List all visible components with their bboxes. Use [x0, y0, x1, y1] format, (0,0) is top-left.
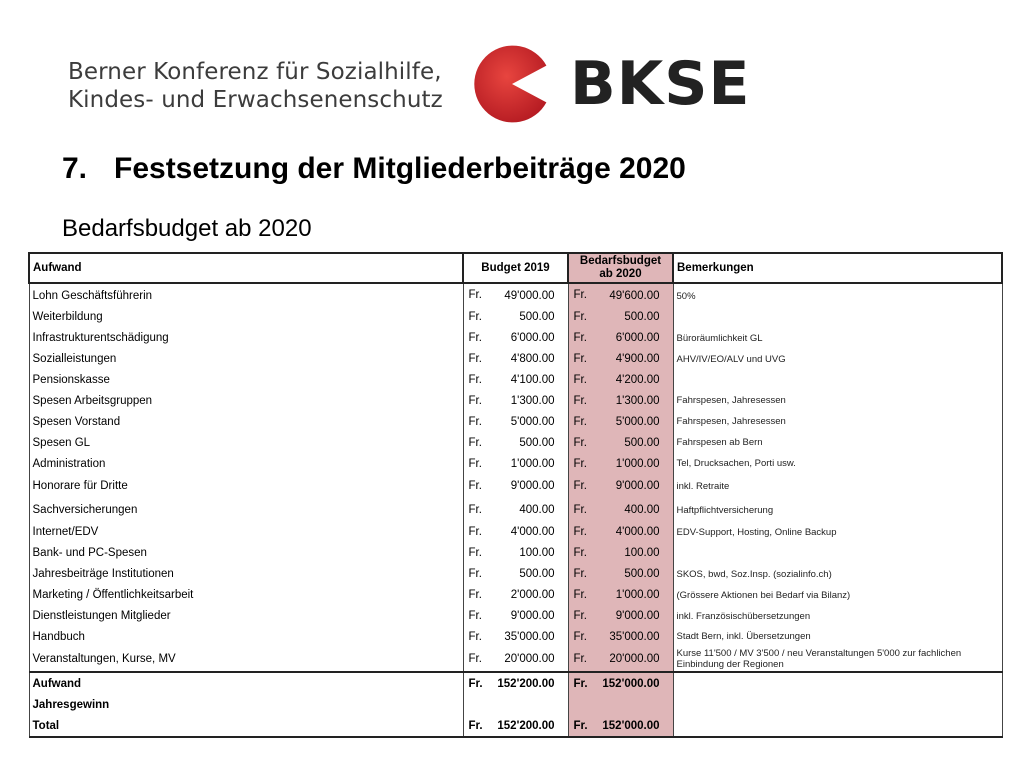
row-label: Marketing / Öffentlichkeitsarbeit: [29, 585, 463, 606]
section-title: Festsetzung der Mitgliederbeiträge 2020: [114, 152, 686, 185]
budget-2019-cell: [463, 694, 568, 715]
bedarfsbudget-cell: [568, 390, 673, 411]
currency-label: Fr.: [573, 719, 588, 732]
amount-value: 100.00: [624, 547, 660, 560]
amount-value: 1'000.00: [615, 457, 660, 470]
currency-label: Fr.: [468, 374, 482, 386]
bedarfsbudget-cell: [568, 498, 673, 522]
currency-label: Fr.: [573, 504, 587, 517]
row-label: Handbuch: [29, 626, 463, 647]
bedarfsbudget-cell: [568, 328, 673, 349]
amount-value: 400.00: [519, 504, 555, 517]
budget-2019-cell: [463, 647, 568, 672]
amount-value: 152'200.00: [497, 719, 555, 732]
bedarfsbudget-cell: [568, 564, 673, 585]
currency-label: Fr.: [468, 332, 482, 345]
table-row: [29, 626, 1002, 647]
row-remark: AHV/IV/EO/ALV und UVG: [673, 349, 1002, 370]
row-label: Dienstleistungen Mitglieder: [29, 606, 463, 627]
budget-2019-cell: [463, 564, 568, 585]
currency-label: Fr.: [468, 289, 482, 302]
row-remark: [673, 543, 1002, 564]
amount-value: 9'000.00: [510, 480, 555, 493]
organization-name-line2: Kindes- und Erwachsenenschutz: [68, 87, 443, 113]
page-title: [62, 152, 686, 186]
currency-label: Fr.: [468, 610, 482, 623]
table-row: [29, 543, 1002, 564]
amount-value: 1'300.00: [510, 394, 555, 407]
budget-2019-cell: [463, 672, 568, 694]
amount-value: 500.00: [624, 311, 660, 324]
currency-label: Fr.: [468, 677, 483, 690]
currency-label: Fr.: [573, 436, 587, 449]
bedarfsbudget-cell: [568, 606, 673, 627]
table-row: [29, 328, 1002, 349]
amount-value: 20'000.00: [609, 653, 660, 666]
organization-name: [68, 58, 443, 114]
amount-value: 4'800.00: [510, 353, 555, 366]
currency-label: Fr.: [573, 415, 587, 428]
table-row: [29, 453, 1002, 474]
table-row: [29, 585, 1002, 606]
row-remark: inkl. Retraite: [673, 474, 1002, 498]
currency-label: Fr.: [573, 610, 587, 623]
currency-label: Fr.: [573, 289, 587, 302]
currency-label: Fr.: [573, 457, 587, 470]
amount-value: 500.00: [519, 568, 555, 581]
column-header-bemerkungen: Bemerkungen: [673, 253, 1002, 283]
table-row: [29, 307, 1002, 328]
bedarfsbudget-cell: [568, 370, 673, 391]
row-label: Sozialleistungen: [29, 349, 463, 370]
table-row: [29, 522, 1002, 543]
row-remark: Büroräumlichkeit GL: [673, 328, 1002, 349]
row-label: Lohn Geschäftsführerin: [29, 283, 463, 307]
amount-value: 49'000.00: [504, 290, 555, 303]
amount-value: 20'000.00: [504, 653, 555, 666]
currency-label: Fr.: [468, 353, 482, 366]
row-remark: (Grössere Aktionen bei Bedarf via Bilanz): [673, 585, 1002, 606]
column-header-aufwand: Aufwand: [29, 253, 463, 283]
currency-label: Fr.: [468, 568, 482, 581]
budget-2019-cell: [463, 606, 568, 627]
budget-2019-cell: [463, 411, 568, 432]
bedarfsbudget-cell: [568, 283, 673, 307]
amount-value: [467, 699, 565, 711]
amount-value: [572, 699, 670, 711]
row-label: Spesen Arbeitsgruppen: [29, 390, 463, 411]
row-remark: Haftpflichtversicherung: [673, 498, 1002, 522]
row-label: Pensionskasse: [29, 370, 463, 391]
budget-2019-cell: [463, 328, 568, 349]
budget-2019-cell: [463, 522, 568, 543]
currency-label: Fr.: [573, 480, 587, 493]
bedarfsbudget-cell: [568, 543, 673, 564]
bedarfsbudget-cell: [568, 307, 673, 328]
amount-value: 1'000.00: [510, 457, 555, 470]
currency-label: Fr.: [468, 394, 482, 407]
amount-value: 5'000.00: [615, 415, 660, 428]
bedarfsbudget-cell: [568, 626, 673, 647]
row-remark: 50%: [673, 283, 1002, 307]
currency-label: Fr.: [468, 480, 482, 493]
table-row: [29, 498, 1002, 522]
budget-2019-cell: [463, 390, 568, 411]
table-row: [29, 564, 1002, 585]
total-remark: [673, 694, 1002, 715]
budget-2019-cell: [463, 626, 568, 647]
section-number: 7.: [62, 152, 88, 185]
total-row: [29, 694, 1002, 715]
row-label: Weiterbildung: [29, 307, 463, 328]
table-row: [29, 349, 1002, 370]
total-label: Total: [29, 715, 463, 737]
bedarfsbudget-cell: [568, 585, 673, 606]
total-row: [29, 672, 1002, 694]
row-label: Administration: [29, 453, 463, 474]
row-label: Spesen Vorstand: [29, 411, 463, 432]
row-remark: [673, 370, 1002, 391]
budget-2019-cell: [463, 543, 568, 564]
column-header-budget-2019: Budget 2019: [463, 253, 568, 283]
amount-value: 152'000.00: [602, 719, 660, 732]
total-remark: [673, 672, 1002, 694]
table-row: [29, 432, 1002, 453]
currency-label: Fr.: [573, 677, 588, 690]
amount-value: 35'000.00: [504, 630, 555, 643]
table-row: [29, 283, 1002, 307]
amount-value: 400.00: [624, 504, 660, 517]
currency-label: Fr.: [468, 457, 482, 470]
currency-label: Fr.: [573, 589, 587, 602]
bedarfsbudget-cell: [568, 474, 673, 498]
row-remark: SKOS, bwd, Soz.Insp. (sozialinfo.ch): [673, 564, 1002, 585]
budget-2019-cell: [463, 283, 568, 307]
amount-value: 4'900.00: [615, 353, 660, 366]
budget-2019-cell: [463, 370, 568, 391]
total-row: [29, 715, 1002, 737]
budget-2019-cell: [463, 474, 568, 498]
currency-label: Fr.: [468, 547, 482, 560]
bedarfsbudget-cell: [568, 349, 673, 370]
table-row: [29, 647, 1002, 672]
bedarfsbudget-cell: [568, 453, 673, 474]
bedarfsbudget-cell: [568, 432, 673, 453]
row-label: Jahresbeiträge Institutionen: [29, 564, 463, 585]
table-row: [29, 606, 1002, 627]
currency-label: Fr.: [468, 415, 482, 428]
currency-label: Fr.: [573, 353, 587, 366]
total-remark: [673, 715, 1002, 737]
amount-value: 4'000.00: [510, 526, 555, 539]
row-remark: inkl. Französischübersetzungen: [673, 606, 1002, 627]
row-label: Honorare für Dritte: [29, 474, 463, 498]
budget-2019-cell: [463, 715, 568, 737]
amount-value: 500.00: [519, 436, 555, 449]
total-label: Aufwand: [29, 672, 463, 694]
amount-value: 152'000.00: [602, 677, 660, 690]
row-label: Infrastrukturentschädigung: [29, 328, 463, 349]
bedarfsbudget-cell: [568, 672, 673, 694]
currency-label: Fr.: [573, 374, 587, 386]
budget-2019-cell: [463, 349, 568, 370]
amount-value: 4'100.00: [510, 374, 555, 386]
currency-label: Fr.: [468, 311, 482, 324]
row-label: Internet/EDV: [29, 522, 463, 543]
currency-label: Fr.: [468, 719, 483, 732]
budget-table: [28, 252, 1003, 738]
row-remark: Stadt Bern, inkl. Übersetzungen: [673, 626, 1002, 647]
row-remark: Fahrspesen ab Bern: [673, 432, 1002, 453]
column-header-bedarfsbudget-line1: Bedarfsbudget: [579, 255, 662, 267]
amount-value: 1'300.00: [615, 394, 660, 407]
organization-name-line1: Berner Konferenz für Sozialhilfe,: [68, 59, 442, 85]
amount-value: 152'200.00: [497, 677, 555, 690]
row-remark: Tel, Drucksachen, Porti usw.: [673, 453, 1002, 474]
bkse-logo-text: BKSE: [570, 49, 751, 119]
bedarfsbudget-cell: [568, 694, 673, 715]
table-row: [29, 411, 1002, 432]
table-header-row: [29, 253, 1002, 283]
row-remark: EDV-Support, Hosting, Online Backup: [673, 522, 1002, 543]
budget-2019-cell: [463, 498, 568, 522]
amount-value: 4'200.00: [615, 374, 660, 386]
column-header-bedarfsbudget: [568, 253, 673, 283]
amount-value: 500.00: [624, 436, 660, 449]
total-label: Jahresgewinn: [29, 694, 463, 715]
bedarfsbudget-cell: [568, 715, 673, 737]
budget-2019-cell: [463, 585, 568, 606]
row-remark: [673, 307, 1002, 328]
currency-label: Fr.: [573, 526, 587, 539]
page-subtitle: Bedarfsbudget ab 2020: [62, 215, 312, 242]
row-label: Bank- und PC-Spesen: [29, 543, 463, 564]
budget-2019-cell: [463, 453, 568, 474]
bedarfsbudget-cell: [568, 411, 673, 432]
table-row: [29, 390, 1002, 411]
currency-label: Fr.: [468, 526, 482, 539]
currency-label: Fr.: [573, 394, 587, 407]
bkse-logo-icon: [472, 44, 552, 124]
budget-2019-cell: [463, 307, 568, 328]
row-remark: Fahrspesen, Jahresessen: [673, 411, 1002, 432]
currency-label: Fr.: [468, 436, 482, 449]
column-header-bedarfsbudget-line2: ab 2020: [599, 268, 642, 280]
amount-value: 9'000.00: [615, 610, 660, 623]
amount-value: 6'000.00: [510, 332, 555, 345]
currency-label: Fr.: [573, 547, 587, 560]
currency-label: Fr.: [573, 653, 587, 666]
amount-value: 1'000.00: [615, 589, 660, 602]
row-remark: Kurse 11'500 / MV 3'500 / neu Veranstaltungen 5'000 zur fachlichen Einbindung der Regionen: [673, 647, 1002, 672]
currency-label: Fr.: [573, 568, 587, 581]
amount-value: 500.00: [624, 568, 660, 581]
currency-label: Fr.: [573, 311, 587, 324]
table-row: [29, 474, 1002, 498]
amount-value: 35'000.00: [609, 630, 660, 643]
amount-value: 49'600.00: [609, 290, 660, 303]
bedarfsbudget-cell: [568, 647, 673, 672]
currency-label: Fr.: [468, 653, 482, 666]
currency-label: Fr.: [573, 332, 587, 345]
amount-value: 6'000.00: [615, 332, 660, 345]
table-row: [29, 370, 1002, 391]
row-label: Spesen GL: [29, 432, 463, 453]
amount-value: 4'000.00: [615, 526, 660, 539]
amount-value: 9'000.00: [615, 480, 660, 493]
amount-value: 2'000.00: [510, 589, 555, 602]
row-label: Sachversicherungen: [29, 498, 463, 522]
amount-value: 500.00: [519, 311, 555, 324]
row-remark: Fahrspesen, Jahresessen: [673, 390, 1002, 411]
currency-label: Fr.: [468, 504, 482, 517]
amount-value: 9'000.00: [510, 610, 555, 623]
amount-value: 100.00: [519, 547, 555, 560]
currency-label: Fr.: [573, 630, 587, 643]
row-label: Veranstaltungen, Kurse, MV: [29, 647, 463, 672]
currency-label: Fr.: [468, 589, 482, 602]
currency-label: Fr.: [468, 630, 482, 643]
bedarfsbudget-cell: [568, 522, 673, 543]
budget-2019-cell: [463, 432, 568, 453]
amount-value: 5'000.00: [510, 415, 555, 428]
